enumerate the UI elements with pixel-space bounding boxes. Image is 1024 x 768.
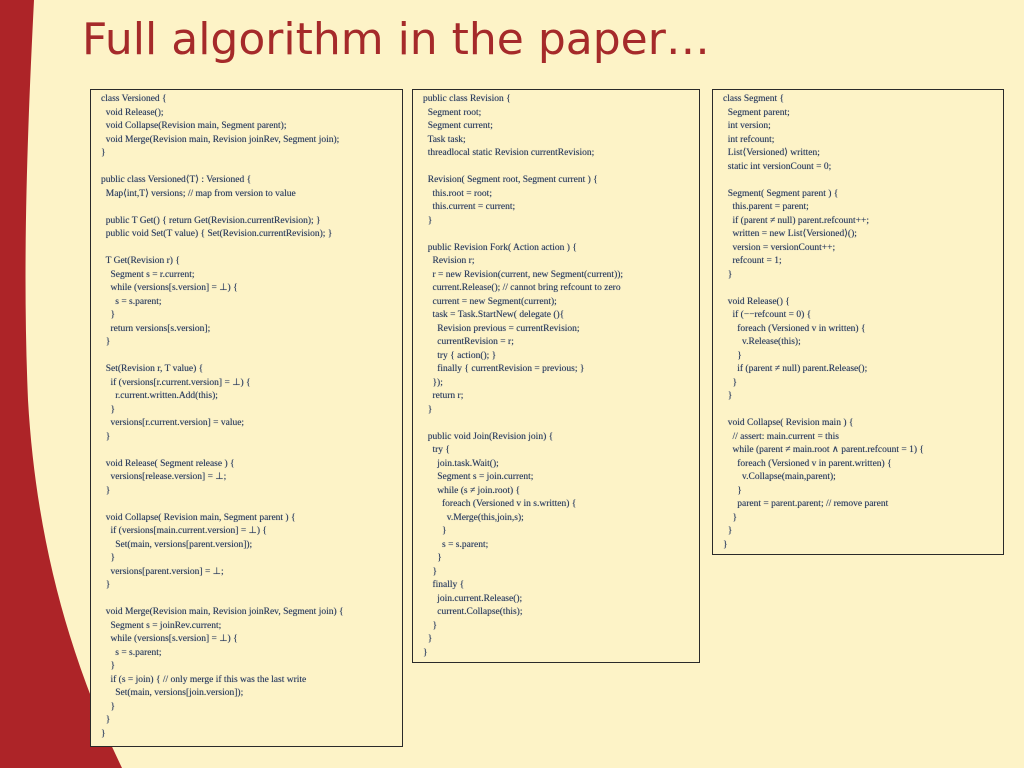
code-line: refcount = 1;	[723, 256, 782, 266]
code-line: threadlocal static Revision currentRevision;	[423, 148, 595, 158]
code-line	[723, 282, 995, 296]
code-line: finally {	[423, 580, 465, 590]
code-line: while (s ≠ join.root) {	[423, 485, 521, 496]
code-line	[723, 174, 995, 188]
code-line	[101, 201, 394, 215]
code-line: Revision( Segment root, Segment current ) {	[423, 175, 598, 185]
code-line: }	[723, 350, 742, 361]
code-line: }	[101, 715, 111, 725]
code-line: class Versioned {	[101, 94, 167, 104]
code-line: }	[423, 553, 442, 563]
code-line: Revision previous = currentRevision;	[423, 323, 580, 334]
code-line: }	[101, 310, 116, 320]
code-line: }	[423, 215, 433, 226]
code-line: void Collapse(Revision main, Segment parent);	[101, 121, 287, 131]
code-line: current.Collapse(this);	[423, 607, 523, 617]
code-line: s = s.parent;	[423, 539, 489, 550]
code-line: r = new Revision(current, new Segment(current));	[423, 269, 624, 280]
code-line: int version;	[723, 121, 771, 131]
code-line: }	[423, 526, 447, 536]
code-line: }	[723, 512, 738, 523]
code-line: try {	[423, 445, 450, 455]
code-line: join.task.Wait();	[423, 458, 499, 469]
code-line: Segment parent;	[723, 107, 790, 118]
code-line: void Merge(Revision main, Revision joinRev, Segment join);	[101, 134, 340, 145]
code-line: Segment s = join.current;	[423, 472, 534, 482]
code-line	[101, 444, 394, 458]
code-line: class Segment {	[723, 94, 785, 104]
code-line: public void Set(T value) { Set(Revision.currentRevision); }	[101, 229, 333, 239]
code-line: v.Release(this);	[723, 337, 801, 347]
code-line: }	[101, 485, 111, 496]
code-line: }	[423, 647, 428, 658]
code-line: }	[101, 580, 111, 590]
code-line: }	[101, 701, 116, 712]
segment-code-panel	[712, 89, 1004, 555]
slide-title: Full algorithm in the paper…	[82, 14, 710, 65]
code-line: void Release();	[101, 107, 164, 118]
code-line	[101, 242, 394, 256]
code-line	[101, 593, 394, 607]
code-line: versions[release.version] = ⊥;	[101, 472, 227, 482]
code-line: void Release( Segment release ) {	[101, 458, 235, 469]
code-line: }	[101, 148, 106, 158]
code-line: if (s = join) { // only merge if this was the last write	[101, 674, 307, 685]
code-line: }	[723, 526, 733, 536]
code-line: }	[723, 377, 738, 388]
code-line: }	[423, 634, 433, 644]
code-line: public void Join(Revision join) {	[423, 431, 554, 442]
code-line: Set(main, versions[parent.version]);	[101, 539, 253, 550]
code-line: public Revision Fork( Action action ) {	[423, 242, 577, 253]
code-line: void Merge(Revision main, Revision joinRev, Segment join) {	[101, 607, 344, 617]
code-line: }	[423, 404, 433, 415]
code-line: this.current = current;	[423, 202, 516, 212]
code-line: version = versionCount++;	[723, 242, 836, 253]
code-line	[723, 404, 995, 418]
code-line: Revision r;	[423, 256, 475, 266]
code-line: void Release() {	[723, 296, 790, 307]
code-line: }	[723, 269, 733, 280]
code-line: void Collapse( Revision main ) {	[723, 418, 854, 428]
code-line: }	[723, 539, 728, 550]
code-line: return r;	[423, 391, 464, 401]
code-line: }	[723, 485, 742, 496]
code-line: Segment( Segment parent ) {	[723, 188, 839, 199]
code-line: current = new Segment(current);	[423, 296, 557, 307]
code-line: foreach (Versioned v in s.written) {	[423, 499, 577, 509]
code-line	[101, 161, 394, 175]
code-line	[101, 498, 394, 512]
code-line: while (versions[s.version] = ⊥) {	[101, 634, 238, 644]
code-line: try { action(); }	[423, 350, 497, 361]
code-line: Set(Revision r, T value) {	[101, 364, 204, 374]
code-line: public T Get() { return Get(Revision.currentRevision); }	[101, 215, 321, 226]
code-line: while (parent ≠ main.root ∧ parent.refcount = 1) {	[723, 445, 924, 455]
code-line: this.parent = parent;	[723, 202, 809, 212]
code-line: if (parent ≠ null) parent.Release();	[723, 364, 868, 374]
code-line	[423, 228, 691, 242]
code-line: s = s.parent;	[101, 647, 162, 658]
code-line: Task task;	[423, 134, 466, 145]
versioned-code-panel	[90, 89, 403, 747]
code-line: if (versions[main.current.version] = ⊥) {	[101, 526, 267, 536]
code-line: current.Release(); // cannot bring refcount to zero	[423, 283, 621, 293]
code-line: List⟨Versioned⟩ written;	[723, 148, 820, 158]
code-line: Segment current;	[423, 121, 493, 131]
code-line: }	[423, 566, 438, 577]
code-line: versions[parent.version] = ⊥;	[101, 566, 224, 577]
code-line: foreach (Versioned v in parent.written) {	[723, 458, 892, 469]
code-line: if (−−refcount = 0) {	[723, 310, 812, 320]
code-line: versions[r.current.version] = value;	[101, 418, 245, 428]
code-line: T Get(Revision r) {	[101, 256, 180, 266]
code-line: join.current.Release();	[423, 593, 523, 604]
code-line: void Collapse( Revision main, Segment parent ) {	[101, 512, 296, 523]
code-line: Segment root;	[423, 107, 482, 118]
code-line: }	[101, 404, 116, 415]
code-line: if (versions[r.current.version] = ⊥) {	[101, 377, 251, 388]
code-line: while (versions[s.version] = ⊥) {	[101, 283, 238, 293]
code-line: }	[423, 620, 438, 631]
code-line: parent = parent.parent; // remove parent	[723, 499, 889, 509]
code-line: });	[423, 377, 443, 388]
code-line: s = s.parent;	[101, 296, 162, 307]
code-line: Segment s = r.current;	[101, 269, 195, 280]
code-line: task = Task.StartNew( delegate (){	[423, 310, 565, 320]
code-line: finally { currentRevision = previous; }	[423, 364, 585, 374]
code-line: return versions[s.version];	[101, 323, 211, 334]
code-line: }	[101, 337, 111, 347]
code-line: written = new List⟨Versioned⟩();	[723, 229, 857, 239]
code-line	[423, 417, 691, 431]
revision-code-panel	[412, 89, 700, 663]
code-line: public class Versioned⟨T⟩ : Versioned {	[101, 175, 252, 185]
code-line: }	[723, 391, 733, 401]
code-line: Set(main, versions[join.version]);	[101, 688, 244, 698]
code-line: Map⟨int,T⟩ versions; // map from version to value	[101, 188, 296, 199]
code-line	[101, 350, 394, 364]
code-line: public class Revision {	[423, 94, 511, 104]
code-line: v.Merge(this,join,s);	[423, 512, 524, 523]
code-line: int refcount;	[723, 134, 775, 145]
code-line: this.root = root;	[423, 188, 492, 199]
code-line: r.current.written.Add(this);	[101, 391, 218, 401]
code-line	[423, 161, 691, 175]
code-line: // assert: main.current = this	[723, 431, 839, 442]
code-line: foreach (Versioned v in written) {	[723, 323, 866, 334]
code-line: Segment s = joinRev.current;	[101, 620, 222, 631]
code-line: v.Collapse(main,parent);	[723, 472, 836, 482]
code-line: }	[101, 661, 116, 671]
code-line: }	[101, 553, 116, 563]
code-line: static int versionCount = 0;	[723, 161, 832, 172]
code-line: currentRevision = r;	[423, 337, 514, 347]
code-line: if (parent ≠ null) parent.refcount++;	[723, 215, 869, 226]
code-line: }	[101, 728, 106, 739]
code-line: }	[101, 431, 111, 442]
